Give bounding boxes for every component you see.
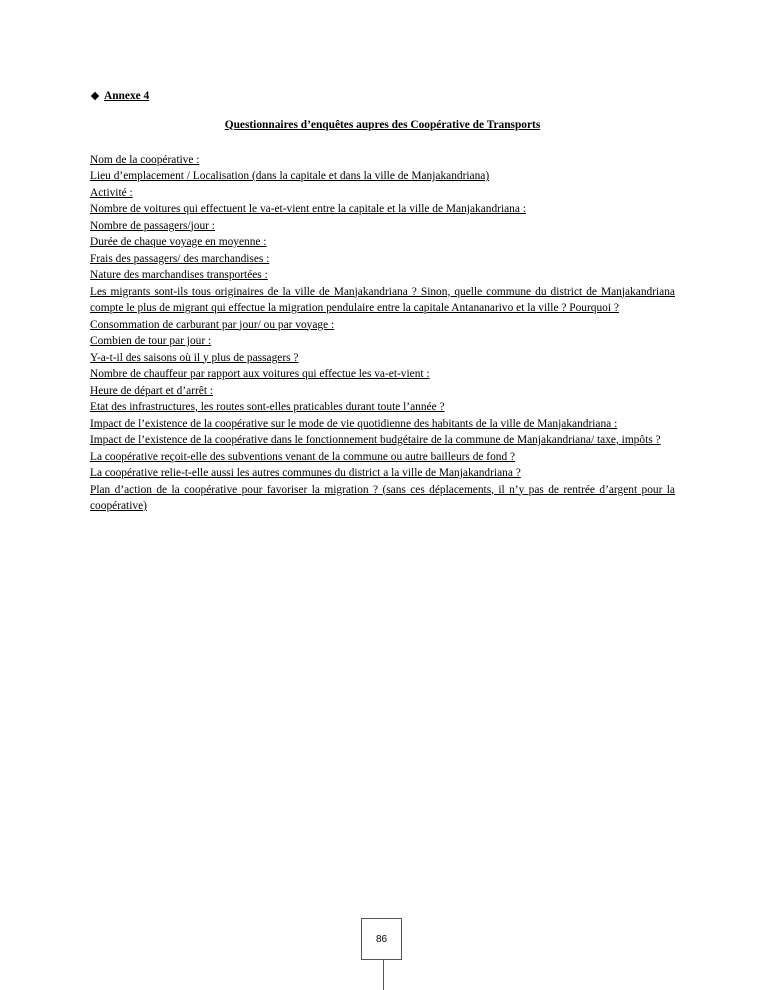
question-item: Nombre de chauffeur par rapport aux voitures qui effectue les va-et-vient : [90,368,430,380]
question-item: Plan d’action de la coopérative pour favoriser la migration ? (sans ces déplacements, il n’y pas de rentrée d’argent pour la coopérative) [90,483,675,512]
question-item: Lieu d’emplacement / Localisation (dans la capitale et dans la ville de Manjakandriana) [90,170,490,182]
question-item: Les migrants sont-ils tous originaires de la ville de Manjakandriana ? Sinon, quelle commune du district de Manjakandriana compte le plus de migrant qui effectue la migration pendulaire entre la capitale Antananarivo et la ville ? Pourquoi ? [90,285,675,314]
question-item: Consommation de carburant par jour/ ou par voyage : [90,318,335,331]
page-number: 86 [361,918,402,960]
page-number-connector [383,960,384,990]
question-item: Frais des passagers/ des marchandises : [90,252,270,265]
question-list [90,152,675,515]
annex-heading [90,88,675,104]
annex-label: Annexe 4 [104,89,150,102]
document-page [90,88,675,515]
question-item: Heure de départ et d’arrêt : [90,384,214,397]
question-item: Durée de chaque voyage en moyenne : [90,236,267,248]
question-item: La coopérative reçoit-elle des subventions venant de la commune ou autre bailleurs de fond ? [90,450,516,463]
questionnaire-title: Questionnaires d’enquêtes aupres des Coopérative de Transports [224,119,541,131]
question-item: Nombre de passagers/jour : [90,219,215,232]
question-item: Impact de l’existence de la coopérative sur le mode de vie quotidienne des habitants de la ville de Manjakandriana : [90,417,618,430]
diamond-bullet-icon [91,92,99,100]
question-item: Etat des infrastructures, les routes sont-elles praticables durant toute l’année ? [90,401,445,413]
question-item: Y-a-t-il des saisons où il y plus de passagers ? [90,351,299,364]
question-item: Impact de l’existence de la coopérative dans le fonctionnement budgétaire de la commune de Manjakandriana/ taxe, impôts ? [90,434,661,446]
question-item: Activité : [90,186,133,199]
question-item: Combien de tour par jour : [90,335,212,347]
question-item: Nom de la coopérative : [90,153,200,166]
question-item: Nature des marchandises transportées : [90,269,268,281]
question-item: La coopérative relie-t-elle aussi les autres communes du district a la ville de Manjakandriana ? [90,467,521,479]
question-item: Nombre de voitures qui effectuent le va-et-vient entre la capitale et la ville de Manjakandriana : [90,203,526,215]
